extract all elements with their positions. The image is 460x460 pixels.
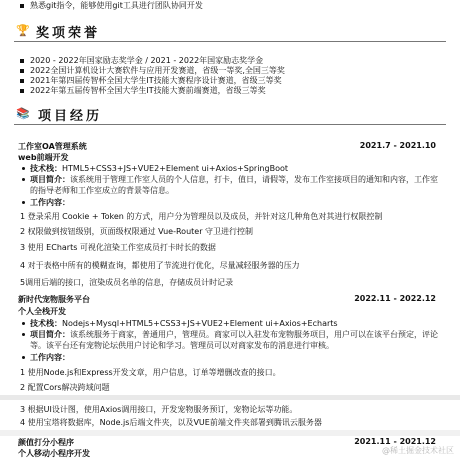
project-title: 颜值打分小程序 xyxy=(18,438,74,447)
tech-value: HTML5+CSS3+JS+VUE2+Element ui+Axios+SpringBoot xyxy=(62,164,288,173)
list-dot xyxy=(22,333,25,336)
list-dot xyxy=(22,167,25,170)
award-item: 2021年第四届传智杯全国大学生IT技能大赛程序设计赛道，省级三等奖 xyxy=(30,76,282,85)
desc-label: 项目简介： xyxy=(30,330,70,339)
section-gap xyxy=(0,430,460,436)
work-item: 4 使用宝塔将数据库，Node.js后端文件夹，以及VUE前端文件夹部署到腾讯云服务器 xyxy=(20,418,322,427)
tech-stack xyxy=(30,163,288,174)
work-item: 2 权限做到按钮级别，页面级权限通过 Vue-Router 守卫进行控制 xyxy=(20,227,254,236)
bullet xyxy=(20,89,24,93)
project-date: 2021.7 - 2021.10 xyxy=(359,141,436,150)
awards-divider xyxy=(14,41,446,42)
bullet xyxy=(20,69,24,73)
work-label: 工作内容： xyxy=(30,198,70,207)
work-item: 5调用后端的接口，渲染成员名单的信息，存储成员计时记录 xyxy=(20,278,234,287)
awards-heading: 奖项荣誉 xyxy=(36,26,101,41)
desc-label: 项目简介： xyxy=(30,175,70,184)
skill-git-line: 熟悉git指令，能够使用git工具进行团队协同开发 xyxy=(30,1,203,10)
list-dot xyxy=(22,356,25,359)
section-gap xyxy=(0,395,460,400)
award-item: 2022全国计算机设计大赛软件与应用开发赛道，省级一等奖,全国三等奖 xyxy=(30,66,285,75)
book-icon: 📚 xyxy=(16,107,30,120)
work-item: 4 对于表格中所有的模糊查询，都使用了节流进行优化，尽量减轻服务器的压力 xyxy=(20,261,300,270)
desc-value: 该系统用于管理工作室人员的个人信息，打卡，值日，请假等，发布工作室接项目的通知和内容，工作室的指导老师和工作室成立的背景等信息。 xyxy=(30,175,438,195)
project-date: 2022.11 - 2022.12 xyxy=(354,294,436,303)
desc-value: 该系统服务于商家，普通用户，管理员。商家可以入驻发布宠物服务项目，用户可以在该平台预定，评论等。该平台还有宠物论坛供用户讨论和学习。管理员可以对商家发布的消息进行审核。 xyxy=(30,330,438,350)
tech-stack xyxy=(30,318,338,329)
list-dot xyxy=(22,178,25,181)
bullet xyxy=(20,59,24,63)
project-desc xyxy=(30,174,440,196)
work-item: 2 配置Cors解决跨域问题 xyxy=(20,383,110,392)
work-item: 3 根据UI设计图，使用Axios调用接口，开发宠物服务预订，宠物论坛等功能。 xyxy=(20,405,298,414)
bullet xyxy=(20,79,24,83)
projects-divider xyxy=(14,124,446,125)
watermark: @稀土掘金技术社区 xyxy=(382,446,454,455)
award-item: 2022年第五届传智杯全国大学生IT技能大赛前端赛道，省级三等奖 xyxy=(30,86,266,95)
project-role: 个人全栈开发 xyxy=(18,307,66,316)
trophy-icon: 🏆 xyxy=(16,24,30,37)
list-dot xyxy=(22,201,25,204)
projects-heading: 项目经历 xyxy=(38,109,103,124)
work-item: 3 使用 ECharts 可视化渲染工作室成员打卡时长的数据 xyxy=(20,243,216,252)
project-desc xyxy=(30,329,440,351)
list-dot xyxy=(22,322,25,325)
project-role: web前端开发 xyxy=(18,153,69,162)
work-label: 工作内容： xyxy=(30,353,70,362)
work-item: 1 使用Node.js和Express开发文章，用户信息，订单等增删改查的接口。 xyxy=(20,368,281,377)
work-item: 1 登录采用 Cookie + Token 的方式，用户分为管理员以及成员，并针对这几种角色对其进行权限控制 xyxy=(20,212,383,221)
tech-label: 技术栈： xyxy=(30,319,62,328)
project-title: 新时代宠物服务平台 xyxy=(18,295,90,304)
award-item: 2020 - 2022年国家励志奖学金 / 2021 - 2022年国家励志奖学金 xyxy=(30,56,264,65)
project-date: 2021.11 - 2021.12 xyxy=(354,437,436,446)
project-role: 个人移动小程序开发 xyxy=(18,449,90,458)
tech-label: 技术栈： xyxy=(30,164,62,173)
bullet xyxy=(20,4,24,8)
tech-value: Nodejs+Mysql+HTML5+CSS3+JS+VUE2+Element ui+Axios+Echarts xyxy=(62,319,338,328)
project-title: 工作室OA管理系统 xyxy=(18,142,87,151)
